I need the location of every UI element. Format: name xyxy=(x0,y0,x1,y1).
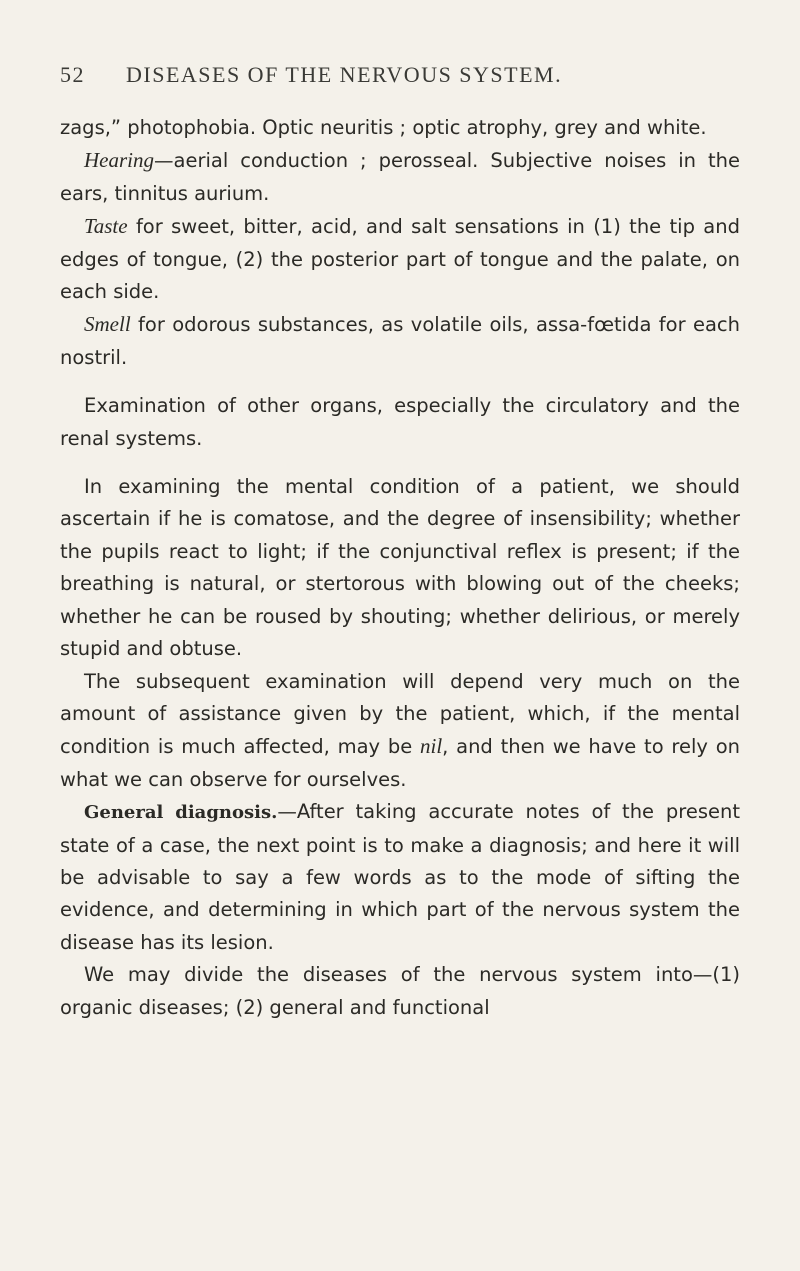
paragraph-taste xyxy=(60,210,740,308)
paragraph-smell xyxy=(60,308,740,374)
general-diagnosis-text: —After taking accurate notes of the present state of a case, the next point is to make a diagnosis; and here it will be advisable to say a few words as to the mode of sifting the evidence, and determining in which part of the nervous system the disease has its lesion. xyxy=(60,800,740,954)
smell-text: for odorous substances, as volatile oils, assa-fœtida for each nostril. xyxy=(60,313,740,369)
paragraph-other-organs: Examination of other organs, especially the circulatory and the renal systems. xyxy=(60,394,740,450)
paragraph-hearing xyxy=(60,144,740,210)
running-title: DISEASES OF THE NERVOUS SYSTEM. xyxy=(126,62,563,87)
body-text xyxy=(60,112,740,1024)
page-number: 52 xyxy=(60,62,85,87)
page-header xyxy=(60,62,740,94)
subsequent-text-start: The subsequent examination will depend very much on the amount of assistance given by the patient, which, if the mental condition is much affected, may be xyxy=(60,669,740,759)
heading-general-diagnosis: General diagnosis. xyxy=(84,802,278,824)
paragraph-subsequent-examination xyxy=(60,666,740,797)
paragraph-mental-condition: In examining the mental condition of a patient, we should ascertain if he is comatose, and the degree of insensibility; whether the pupils react to light; if the conjunctival reflex is present; if the breathing is natural, or stertorous with blowing out of the cheeks; whether he can be roused by shouting; whether delirious, or merely stupid and obtuse. xyxy=(60,475,740,661)
hearing-text: —aerial conduction ; perosseal. Subjective noises in the ears, tinnitus aurium. xyxy=(60,149,740,205)
term-hearing: Hearing xyxy=(84,148,154,173)
subsequent-text-end: , and then we have to rely on what we can observe for ourselves. xyxy=(60,735,740,791)
term-taste: Taste xyxy=(84,214,128,239)
term-smell: Smell xyxy=(84,312,131,337)
taste-text: for sweet, bitter, acid, and salt sensations in (1) the tip and edges of tongue, (2) the posterior part of tongue and the palate, on each side. xyxy=(60,215,740,304)
term-nil: nil xyxy=(419,734,443,759)
paragraph-general-diagnosis xyxy=(60,796,740,959)
paragraph-divide-diseases: We may divide the diseases of the nervous system into—(1) organic diseases; (2) general and functional xyxy=(60,963,740,1019)
paragraph-vision: zags,” photophobia. Optic neuritis ; optic atrophy, grey and white. xyxy=(60,116,707,139)
